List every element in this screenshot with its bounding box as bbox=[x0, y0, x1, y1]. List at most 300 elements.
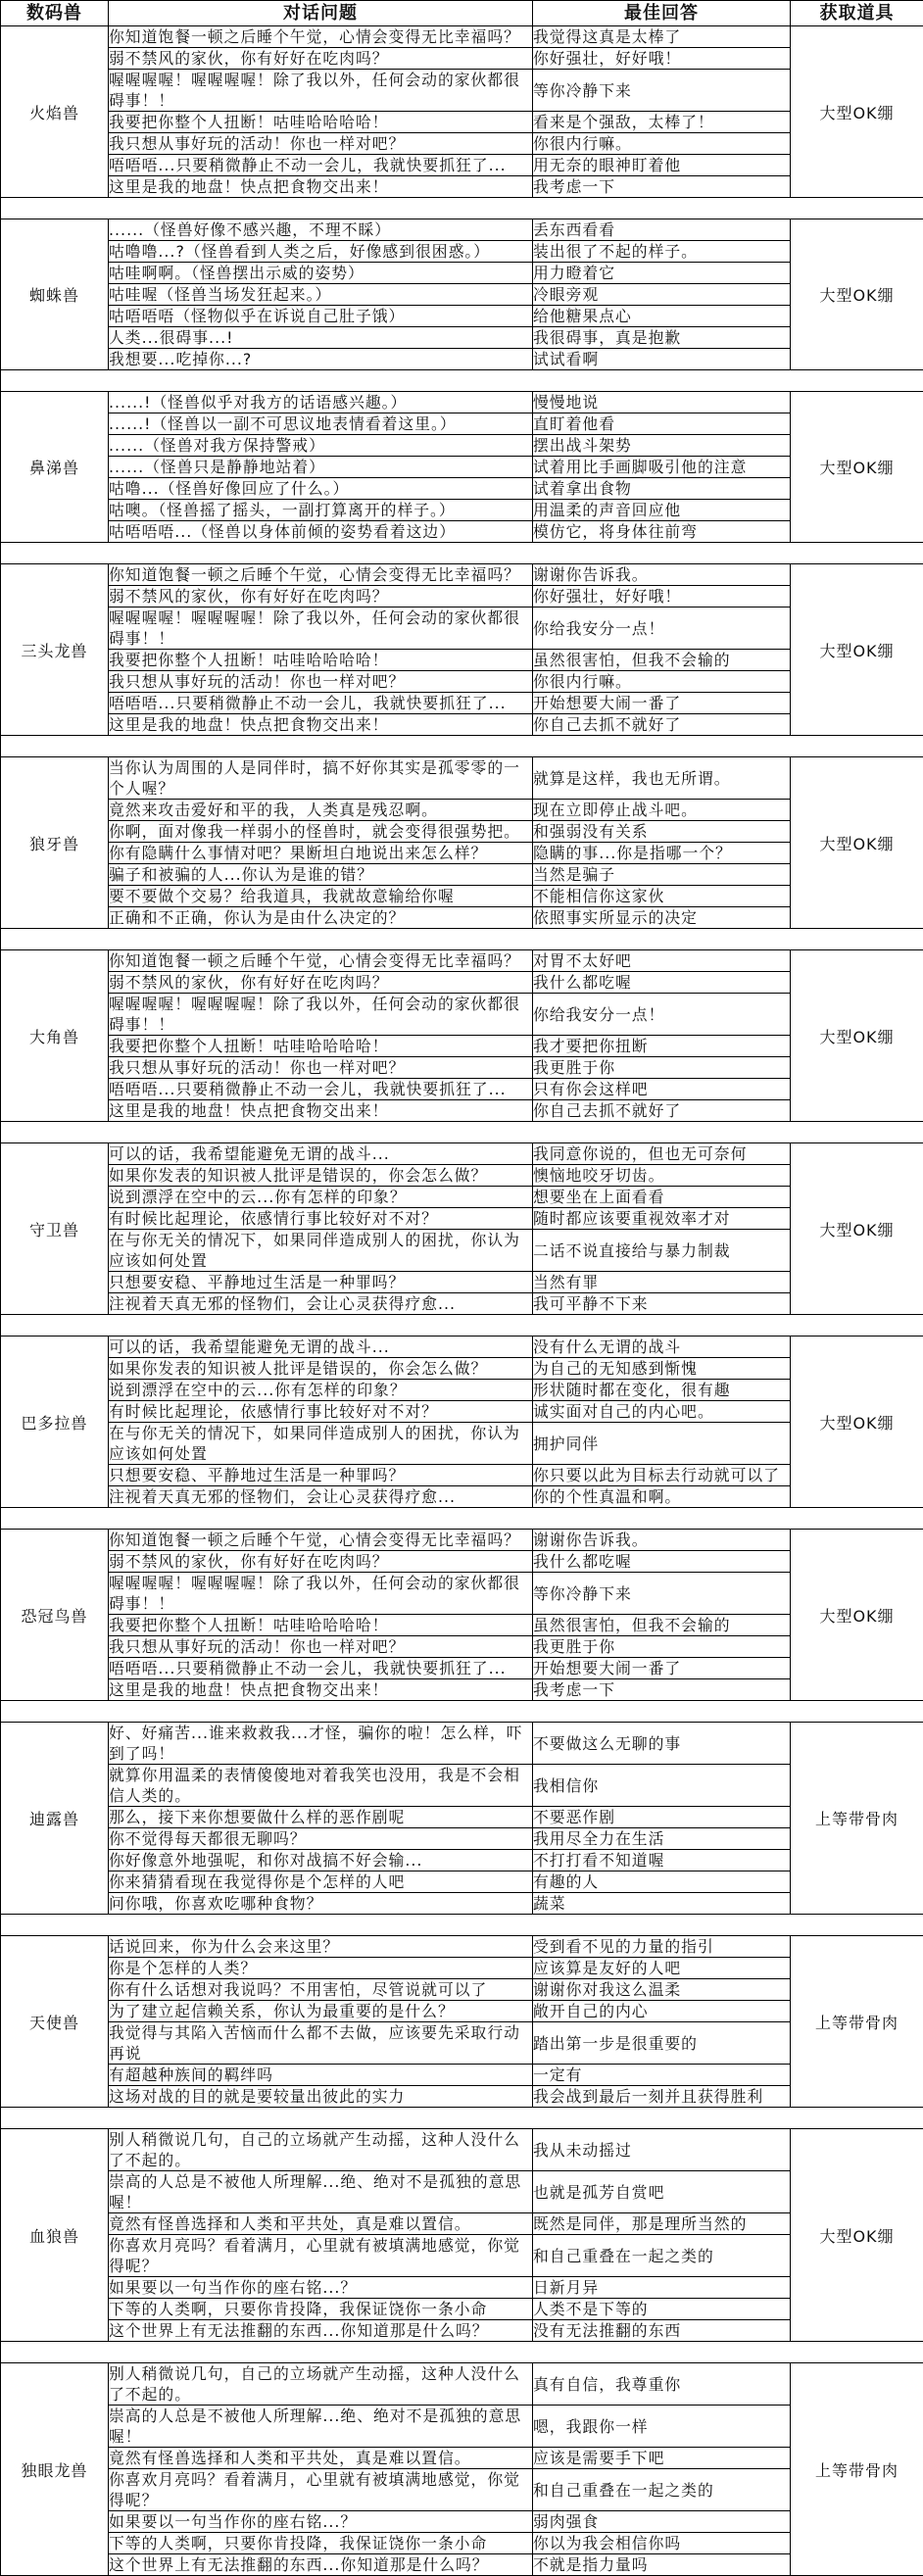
dialogue-row bbox=[1, 1401, 923, 1423]
answer-cell: 我更胜于你 bbox=[533, 1636, 791, 1658]
digimon-section bbox=[1, 26, 923, 198]
question-cell: 喔喔喔喔！喔喔喔喔！除了我以外，任何会动的家伙都很碍事！！ bbox=[109, 70, 533, 112]
dialogue-row bbox=[1, 2448, 923, 2469]
dialogue-row bbox=[1, 2171, 923, 2213]
answer-cell: 摆出战斗架势 bbox=[533, 435, 791, 457]
answer-cell: 你的个性真温和啊。 bbox=[533, 1486, 791, 1508]
section-spacer bbox=[1, 1915, 923, 1936]
answer-cell: 用无奈的眼神盯着他 bbox=[533, 155, 791, 176]
answer-cell: 形状随时都在变化，很有趣 bbox=[533, 1380, 791, 1401]
question-cell: 这个世界上有无法推翻的东西...你知道那是什么吗？ bbox=[109, 2320, 533, 2342]
question-cell: 你是个怎样的人类？ bbox=[109, 1958, 533, 1979]
question-cell: 别人稍微说几句，自己的立场就产生动摇，这种人没什么了不起的。 bbox=[109, 2363, 533, 2406]
dialogue-row bbox=[1, 1057, 923, 1079]
dialogue-row bbox=[1, 219, 923, 241]
spacer-cell bbox=[1, 198, 923, 219]
question-cell: 我只想从事好玩的活动！你也一样对吧？ bbox=[109, 133, 533, 155]
question-cell: 在与你无关的情况下，如果同伴造成别人的困扰，你认为应该如何处置 bbox=[109, 1423, 533, 1465]
question-cell: 咕噢。（怪兽摇了摇头，一副打算离开的样子。） bbox=[109, 500, 533, 521]
answer-cell: 现在立即停止战斗吧。 bbox=[533, 800, 791, 821]
answer-cell: 敞开自己的内心 bbox=[533, 2001, 791, 2022]
answer-cell: 和自己重叠在一起之类的 bbox=[533, 2469, 791, 2511]
question-cell: 你啊，面对像我一样弱小的怪兽时，就会变得很强势把。 bbox=[109, 821, 533, 843]
answer-cell: 你自己去抓不就好了 bbox=[533, 1100, 791, 1122]
dialogue-row bbox=[1, 650, 923, 671]
dialogue-row bbox=[1, 241, 923, 263]
answer-cell: 你给我安分一点！ bbox=[533, 994, 791, 1036]
question-cell: 说到漂浮在空中的云...你有怎样的印象？ bbox=[109, 1187, 533, 1208]
answer-cell: 受到看不见的力量的指引 bbox=[533, 1936, 791, 1958]
question-cell: 唔唔唔...只要稍微静止不动一会儿，我就快要抓狂了... bbox=[109, 1079, 533, 1100]
answer-cell: 装出很了不起的样子。 bbox=[533, 241, 791, 263]
section-spacer bbox=[1, 2108, 923, 2129]
question-cell: 说到漂浮在空中的云...你有怎样的印象？ bbox=[109, 1380, 533, 1401]
answer-cell: 模仿它，将身体往前弯 bbox=[533, 521, 791, 543]
answer-cell: 丢东西看看 bbox=[533, 219, 791, 241]
question-cell: 你知道饱餐一顿之后睡个午觉，心情会变得无比幸福吗？ bbox=[109, 950, 533, 972]
dialogue-row bbox=[1, 1079, 923, 1100]
question-cell: 问你哦，你喜欢吃哪种食物？ bbox=[109, 1893, 533, 1915]
digimon-section bbox=[1, 2129, 923, 2342]
answer-cell: 嗯，我跟你一样 bbox=[533, 2406, 791, 2448]
answer-cell: 也就是孤芳自赏吧 bbox=[533, 2171, 791, 2213]
reward-item: 上等带骨肉 bbox=[791, 2363, 923, 2576]
answer-cell: 我觉得这真是太棒了 bbox=[533, 26, 791, 48]
answer-cell: 日新月异 bbox=[533, 2277, 791, 2299]
dialogue-row bbox=[1, 2511, 923, 2533]
dialogue-row bbox=[1, 284, 923, 306]
question-cell: 崇高的人总是不被他人所理解...绝、绝对不是孤独的意思喔！ bbox=[109, 2171, 533, 2213]
question-cell: 这场对战的目的就是要较量出彼此的实力 bbox=[109, 2086, 533, 2108]
digimon-section bbox=[1, 392, 923, 543]
answer-cell: 没有什么无谓的战斗 bbox=[533, 1337, 791, 1358]
question-cell: 有时候比起理论，依感情行事比较好对不对？ bbox=[109, 1208, 533, 1230]
digimon-name: 火焰兽 bbox=[1, 26, 109, 198]
question-cell: 弱不禁风的家伙，你有好好在吃肉吗？ bbox=[109, 1551, 533, 1573]
question-cell: ......!（怪兽似乎对我方的话语感兴趣。） bbox=[109, 392, 533, 413]
question-cell: 当你认为周围的人是同伴时，搞不好你其实是孤零零的一个人喔？ bbox=[109, 757, 533, 800]
question-cell: 话说回来，你为什么会来这里？ bbox=[109, 1936, 533, 1958]
dialogue-row bbox=[1, 1807, 923, 1828]
dialogue-row bbox=[1, 521, 923, 543]
digimon-section bbox=[1, 950, 923, 1122]
dialogue-row bbox=[1, 1036, 923, 1057]
question-cell: 你喜欢月亮吗？看着满月，心里就有被填满地感觉，你觉得呢？ bbox=[109, 2235, 533, 2277]
header-item: 获取道具 bbox=[791, 1, 923, 26]
question-cell: 我要把你整个人扭断！咕哇哈哈哈哈！ bbox=[109, 1036, 533, 1057]
dialogue-row bbox=[1, 1828, 923, 1850]
answer-cell: 依照事实所显示的决定 bbox=[533, 907, 791, 929]
dialogue-row bbox=[1, 2363, 923, 2406]
question-cell: 人类...很碍事...! bbox=[109, 327, 533, 349]
dialogue-row bbox=[1, 2469, 923, 2511]
question-cell: 唔唔唔...只要稍微静止不动一会儿，我就快要抓狂了... bbox=[109, 1658, 533, 1679]
digimon-name: 迪露兽 bbox=[1, 1723, 109, 1915]
digimon-section bbox=[1, 2363, 923, 2576]
answer-cell: 和自己重叠在一起之类的 bbox=[533, 2235, 791, 2277]
answer-cell: 有趣的人 bbox=[533, 1871, 791, 1893]
reward-item: 大型OK绷 bbox=[791, 219, 923, 370]
answer-cell: 用力瞪着它 bbox=[533, 263, 791, 284]
answer-cell: 你很内行嘛。 bbox=[533, 671, 791, 693]
question-cell: 我只想从事好玩的活动！你也一样对吧？ bbox=[109, 671, 533, 693]
digimon-name: 巴多拉兽 bbox=[1, 1337, 109, 1508]
dialogue-row bbox=[1, 327, 923, 349]
answer-cell: 你很内行嘛。 bbox=[533, 133, 791, 155]
digimon-name: 三头龙兽 bbox=[1, 564, 109, 736]
question-cell: 我觉得与其陷入苦恼而什么都不去做，应该要先采取行动再说 bbox=[109, 2022, 533, 2065]
answer-cell: 不能相信你这家伙 bbox=[533, 886, 791, 907]
answer-cell: 你以为我会相信你吗 bbox=[533, 2533, 791, 2554]
question-cell: 就算你用温柔的表情傻傻地对着我笑也没用，我是不会相信人类的。 bbox=[109, 1765, 533, 1807]
answer-cell: 虽然很害怕，但我不会输的 bbox=[533, 1615, 791, 1636]
dialogue-row bbox=[1, 435, 923, 457]
spacer-cell bbox=[1, 2108, 923, 2129]
question-cell: 我想要...吃掉你...? bbox=[109, 349, 533, 370]
section-spacer bbox=[1, 198, 923, 219]
digimon-section bbox=[1, 1337, 923, 1508]
question-cell: 如果要以一句当作你的座右铭...？ bbox=[109, 2511, 533, 2533]
section-spacer bbox=[1, 543, 923, 564]
question-cell: 这里是我的地盘！快点把食物交出来！ bbox=[109, 714, 533, 736]
dialogue-row bbox=[1, 1358, 923, 1380]
reward-item: 大型OK绷 bbox=[791, 1337, 923, 1508]
dialogue-row bbox=[1, 1486, 923, 1508]
spacer-cell bbox=[1, 736, 923, 757]
question-cell: 如果要以一句当作你的座右铭...？ bbox=[109, 2277, 533, 2299]
question-cell: 正确和不正确，你认为是由什么决定的？ bbox=[109, 907, 533, 929]
dialogue-row bbox=[1, 1143, 923, 1165]
question-cell: 那么，接下来你想要做什么样的恶作剧呢 bbox=[109, 1807, 533, 1828]
spacer-cell bbox=[1, 1122, 923, 1143]
section-spacer bbox=[1, 2342, 923, 2363]
spacer-cell bbox=[1, 2342, 923, 2363]
dialogue-row bbox=[1, 1530, 923, 1551]
spacer-cell bbox=[1, 543, 923, 564]
answer-cell: 蔬菜 bbox=[533, 1893, 791, 1915]
dialogue-row bbox=[1, 478, 923, 500]
answer-cell: 等你冷静下来 bbox=[533, 1573, 791, 1615]
digimon-section bbox=[1, 1530, 923, 1701]
answer-cell: 慢慢地说 bbox=[533, 392, 791, 413]
reward-item: 大型OK绷 bbox=[791, 564, 923, 736]
answer-cell: 当然是骗子 bbox=[533, 864, 791, 886]
spacer-cell bbox=[1, 1915, 923, 1936]
dialogue-row bbox=[1, 70, 923, 112]
answer-cell: 给他糖果点心 bbox=[533, 306, 791, 327]
dialogue-row bbox=[1, 1893, 923, 1915]
answer-cell: 我什么都吃喔 bbox=[533, 1551, 791, 1573]
question-cell: 下等的人类啊，只要你肯投降，我保证饶你一条小命 bbox=[109, 2533, 533, 2554]
spacer-cell bbox=[1, 929, 923, 950]
dialogue-row bbox=[1, 757, 923, 800]
answer-cell: 隐瞒的事...你是指哪一个？ bbox=[533, 843, 791, 864]
dialogue-row bbox=[1, 392, 923, 413]
question-cell: 只想要安稳、平静地过生活是一种罪吗？ bbox=[109, 1465, 533, 1486]
question-cell: 咕噜噜...?（怪兽看到人类之后，好像感到很困惑。） bbox=[109, 241, 533, 263]
dialogue-row bbox=[1, 2533, 923, 2554]
dialogue-row bbox=[1, 2406, 923, 2448]
answer-cell: 你只要以此为目标去行动就可以了 bbox=[533, 1465, 791, 1486]
question-cell: 有时候比起理论，依感情行事比较好对不对？ bbox=[109, 1401, 533, 1423]
dialogue-row bbox=[1, 1615, 923, 1636]
answer-cell: 你自己去抓不就好了 bbox=[533, 714, 791, 736]
answer-cell: 当然有罪 bbox=[533, 1272, 791, 1293]
answer-cell: 冷眼旁观 bbox=[533, 284, 791, 306]
answer-cell: 试着用比手画脚吸引他的注意 bbox=[533, 457, 791, 478]
question-cell: 你来猜猜看现在我觉得你是个怎样的人吧 bbox=[109, 1871, 533, 1893]
answer-cell: 谢谢你对我这么温柔 bbox=[533, 1979, 791, 2001]
dialogue-row bbox=[1, 1100, 923, 1122]
question-cell: 你有什么话想对我说吗？不用害怕，尽管说就可以了 bbox=[109, 1979, 533, 2001]
dialogue-row bbox=[1, 2299, 923, 2320]
question-cell: ......!（怪兽以一副不可思议地表情看着这里。） bbox=[109, 413, 533, 435]
section-spacer bbox=[1, 929, 923, 950]
digimon-name: 独眼龙兽 bbox=[1, 2363, 109, 2576]
dialogue-row bbox=[1, 2320, 923, 2342]
dialogue-row bbox=[1, 1573, 923, 1615]
dialogue-row bbox=[1, 864, 923, 886]
question-cell: 你知道饱餐一顿之后睡个午觉，心情会变得无比幸福吗？ bbox=[109, 564, 533, 586]
dialogue-row bbox=[1, 1293, 923, 1315]
question-cell: 注视着天真无邪的怪物们，会让心灵获得疗愈... bbox=[109, 1486, 533, 1508]
answer-cell: 弱肉强食 bbox=[533, 2511, 791, 2533]
dialogue-row bbox=[1, 48, 923, 70]
digimon-name: 狼牙兽 bbox=[1, 757, 109, 929]
question-cell: 竟然来攻击爱好和平的我，人类真是残忍啊。 bbox=[109, 800, 533, 821]
digimon-name: 大角兽 bbox=[1, 950, 109, 1122]
answer-cell: 不打打看不知道喔 bbox=[533, 1850, 791, 1871]
question-cell: 我只想从事好玩的活动！你也一样对吧？ bbox=[109, 1636, 533, 1658]
section-spacer bbox=[1, 1701, 923, 1723]
digimon-name: 天使兽 bbox=[1, 1936, 109, 2108]
answer-cell: 我同意你说的，但也无可奈何 bbox=[533, 1143, 791, 1165]
answer-cell: 你给我安分一点！ bbox=[533, 608, 791, 650]
question-cell: 好、好痛苦...谁来救救我...才怪，骗你的啦！怎么样，吓到了吗！ bbox=[109, 1723, 533, 1765]
answer-cell: 看来是个强敌，太棒了！ bbox=[533, 112, 791, 133]
dialogue-row bbox=[1, 1723, 923, 1765]
answer-cell: 我更胜于你 bbox=[533, 1057, 791, 1079]
dialogue-row bbox=[1, 1230, 923, 1272]
answer-cell: 不要恶作剧 bbox=[533, 1807, 791, 1828]
question-cell: 喔喔喔喔！喔喔喔喔！除了我以外，任何会动的家伙都很碍事！！ bbox=[109, 608, 533, 650]
digimon-name: 蜘蛛兽 bbox=[1, 219, 109, 370]
digimon-section bbox=[1, 1723, 923, 1915]
dialogue-row bbox=[1, 1679, 923, 1701]
dialogue-row bbox=[1, 1465, 923, 1486]
question-cell: 骗子和被骗的人...你认为是谁的错？ bbox=[109, 864, 533, 886]
digimon-section bbox=[1, 1143, 923, 1315]
dialogue-row bbox=[1, 1380, 923, 1401]
question-cell: 喔喔喔喔！喔喔喔喔！除了我以外，任何会动的家伙都很碍事！！ bbox=[109, 994, 533, 1036]
answer-cell: 对胃不太好吧 bbox=[533, 950, 791, 972]
dialogue-row bbox=[1, 886, 923, 907]
answer-cell: 我用尽全力在生活 bbox=[533, 1828, 791, 1850]
dialogue-row bbox=[1, 2065, 923, 2086]
answer-cell: 一定有 bbox=[533, 2065, 791, 2086]
question-cell: 你有隐瞒什么事情对吧？果断坦白地说出来怎么样？ bbox=[109, 843, 533, 864]
question-cell: 注视着天真无邪的怪物们，会让心灵获得疗愈... bbox=[109, 1293, 533, 1315]
dialogue-row bbox=[1, 413, 923, 435]
answer-cell: 和强弱没有关系 bbox=[533, 821, 791, 843]
answer-cell: 踏出第一步是很重要的 bbox=[533, 2022, 791, 2065]
question-cell: 弱不禁风的家伙，你有好好在吃肉吗？ bbox=[109, 972, 533, 994]
section-spacer bbox=[1, 1315, 923, 1337]
answer-cell: 应该算是友好的人吧 bbox=[533, 1958, 791, 1979]
header-row bbox=[1, 1, 923, 26]
question-cell: 咕唔唔唔...（怪兽以身体前倾的姿势看着这边） bbox=[109, 521, 533, 543]
reward-item: 上等带骨肉 bbox=[791, 1936, 923, 2108]
dialogue-row bbox=[1, 1272, 923, 1293]
answer-cell: 试着拿出食物 bbox=[533, 478, 791, 500]
reward-item: 上等带骨肉 bbox=[791, 1723, 923, 1915]
question-cell: 弱不禁风的家伙，你有好好在吃肉吗？ bbox=[109, 586, 533, 608]
answer-cell: 二话不说直接给与暴力制裁 bbox=[533, 1230, 791, 1272]
dialogue-row bbox=[1, 1551, 923, 1573]
dialogue-row bbox=[1, 2129, 923, 2171]
answer-cell: 我可平静不下来 bbox=[533, 1293, 791, 1315]
question-cell: ......（怪兽对我方保持警戒） bbox=[109, 435, 533, 457]
dialogue-row bbox=[1, 1979, 923, 2001]
dialogue-row bbox=[1, 994, 923, 1036]
dialogue-row bbox=[1, 608, 923, 650]
answer-cell: 想要坐在上面看看 bbox=[533, 1187, 791, 1208]
dialogue-row bbox=[1, 586, 923, 608]
answer-cell: 我很碍事，真是抱歉 bbox=[533, 327, 791, 349]
dialogue-row bbox=[1, 671, 923, 693]
question-cell: 咕噜...（怪兽好像回应了什么。） bbox=[109, 478, 533, 500]
question-cell: 你不觉得每天都很无聊吗？ bbox=[109, 1828, 533, 1850]
question-cell: 别人稍微说几句，自己的立场就产生动摇，这种人没什么了不起的。 bbox=[109, 2129, 533, 2171]
question-cell: 这里是我的地盘！快点把食物交出来！ bbox=[109, 1100, 533, 1122]
answer-cell: 你好强壮，好好哦！ bbox=[533, 48, 791, 70]
dialogue-row bbox=[1, 950, 923, 972]
question-cell: 弱不禁风的家伙，你有好好在吃肉吗？ bbox=[109, 48, 533, 70]
dialogue-row bbox=[1, 693, 923, 714]
dialogue-row bbox=[1, 2213, 923, 2235]
header-question: 对话问题 bbox=[109, 1, 533, 26]
table-header bbox=[1, 1, 923, 26]
question-cell: 如果你发表的知识被人批评是错误的，你会怎么做？ bbox=[109, 1358, 533, 1380]
reward-item: 大型OK绷 bbox=[791, 1143, 923, 1315]
reward-item: 大型OK绷 bbox=[791, 392, 923, 543]
spacer-cell bbox=[1, 1315, 923, 1337]
question-cell: 可以的话，我希望能避免无谓的战斗... bbox=[109, 1337, 533, 1358]
question-cell: 咕哇啊啊。（怪兽摆出示威的姿势） bbox=[109, 263, 533, 284]
dialogue-row bbox=[1, 821, 923, 843]
question-cell: 我要把你整个人扭断！咕哇哈哈哈哈！ bbox=[109, 650, 533, 671]
question-cell: 为了建立起信赖关系，你认为最重要的是什么？ bbox=[109, 2001, 533, 2022]
question-cell: 竟然有怪兽选择和人类和平共处，真是难以置信。 bbox=[109, 2213, 533, 2235]
dialogue-row bbox=[1, 843, 923, 864]
digimon-name: 鼻涕兽 bbox=[1, 392, 109, 543]
answer-cell: 你好强壮，好好哦！ bbox=[533, 586, 791, 608]
answer-cell: 就算是这样，我也无所谓。 bbox=[533, 757, 791, 800]
answer-cell: 人类不是下等的 bbox=[533, 2299, 791, 2320]
answer-cell: 直盯着他看 bbox=[533, 413, 791, 435]
question-cell: ......（怪兽好像不感兴趣，不理不睬） bbox=[109, 219, 533, 241]
reward-item: 大型OK绷 bbox=[791, 2129, 923, 2342]
answer-cell: 我从未动摇过 bbox=[533, 2129, 791, 2171]
dialogue-row bbox=[1, 2277, 923, 2299]
question-cell: 可以的话，我希望能避免无谓的战斗... bbox=[109, 1143, 533, 1165]
answer-cell: 开始想要大闹一番了 bbox=[533, 1658, 791, 1679]
header-answer: 最佳回答 bbox=[533, 1, 791, 26]
question-cell: 要不要做个交易？给我道具，我就故意输给你喔 bbox=[109, 886, 533, 907]
dialogue-row bbox=[1, 112, 923, 133]
reward-item: 大型OK绷 bbox=[791, 1530, 923, 1701]
header-digimon: 数码兽 bbox=[1, 1, 109, 26]
dialogue-row bbox=[1, 26, 923, 48]
answer-cell: 真有自信，我尊重你 bbox=[533, 2363, 791, 2406]
question-cell: 这个世界上有无法推翻的东西...你知道那是什么吗？ bbox=[109, 2554, 533, 2576]
dialogue-row bbox=[1, 1337, 923, 1358]
dialogue-row bbox=[1, 1636, 923, 1658]
dialogue-row bbox=[1, 1958, 923, 1979]
answer-cell: 拥护同伴 bbox=[533, 1423, 791, 1465]
question-cell: 崇高的人总是不被他人所理解...绝、绝对不是孤独的意思喔！ bbox=[109, 2406, 533, 2448]
question-cell: 你知道饱餐一顿之后睡个午觉，心情会变得无比幸福吗？ bbox=[109, 1530, 533, 1551]
dialogue-row bbox=[1, 2022, 923, 2065]
question-cell: 有超越种族间的羁绊吗 bbox=[109, 2065, 533, 2086]
reward-item: 大型OK绷 bbox=[791, 757, 923, 929]
spacer-cell bbox=[1, 1701, 923, 1723]
answer-cell: 试试看啊 bbox=[533, 349, 791, 370]
answer-cell: 等你冷静下来 bbox=[533, 70, 791, 112]
dialogue-row bbox=[1, 176, 923, 198]
answer-cell: 谢谢你告诉我。 bbox=[533, 1530, 791, 1551]
answer-cell: 懊恼地咬牙切齿。 bbox=[533, 1165, 791, 1187]
dialogue-row bbox=[1, 1165, 923, 1187]
digimon-section bbox=[1, 219, 923, 370]
dialogue-row bbox=[1, 306, 923, 327]
answer-cell: 我相信你 bbox=[533, 1765, 791, 1807]
answer-cell: 虽然很害怕，但我不会输的 bbox=[533, 650, 791, 671]
answer-cell: 我才要把你扭断 bbox=[533, 1036, 791, 1057]
question-cell: 唔唔唔...只要稍微静止不动一会儿，我就快要抓狂了... bbox=[109, 155, 533, 176]
answer-cell: 谢谢你告诉我。 bbox=[533, 564, 791, 586]
answer-cell: 随时都应该要重视效率才对 bbox=[533, 1208, 791, 1230]
digimon-name: 守卫兽 bbox=[1, 1143, 109, 1315]
dialogue-row bbox=[1, 155, 923, 176]
question-cell: 咕哇喔（怪兽当场发狂起来。） bbox=[109, 284, 533, 306]
dialogue-row bbox=[1, 2235, 923, 2277]
spacer-cell bbox=[1, 1508, 923, 1530]
answer-cell: 我考虑一下 bbox=[533, 1679, 791, 1701]
section-spacer bbox=[1, 1122, 923, 1143]
dialogue-row bbox=[1, 714, 923, 736]
answer-cell: 开始想要大闹一番了 bbox=[533, 693, 791, 714]
digimon-name: 血狼兽 bbox=[1, 2129, 109, 2342]
answer-cell: 我会战到最后一刻并且获得胜利 bbox=[533, 2086, 791, 2108]
question-cell: 我要把你整个人扭断！咕哇哈哈哈哈！ bbox=[109, 1615, 533, 1636]
digimon-name: 恐冠鸟兽 bbox=[1, 1530, 109, 1701]
question-cell: 下等的人类啊，只要你肯投降，我保证饶你一条小命 bbox=[109, 2299, 533, 2320]
question-cell: 这里是我的地盘！快点把食物交出来！ bbox=[109, 1679, 533, 1701]
answer-cell: 不就是指力量吗 bbox=[533, 2554, 791, 2576]
question-cell: 只想要安稳、平静地过生活是一种罪吗？ bbox=[109, 1272, 533, 1293]
dialogue-row bbox=[1, 1423, 923, 1465]
answer-cell: 诚实面对自己的内心吧。 bbox=[533, 1401, 791, 1423]
answer-cell: 应该是需要手下吧 bbox=[533, 2448, 791, 2469]
dialogue-row bbox=[1, 457, 923, 478]
dialogue-row bbox=[1, 349, 923, 370]
answer-cell: 我考虑一下 bbox=[533, 176, 791, 198]
digimon-section bbox=[1, 564, 923, 736]
answer-cell: 既然是同伴，那是理所当然的 bbox=[533, 2213, 791, 2235]
dialogue-row bbox=[1, 263, 923, 284]
spacer-cell bbox=[1, 370, 923, 392]
